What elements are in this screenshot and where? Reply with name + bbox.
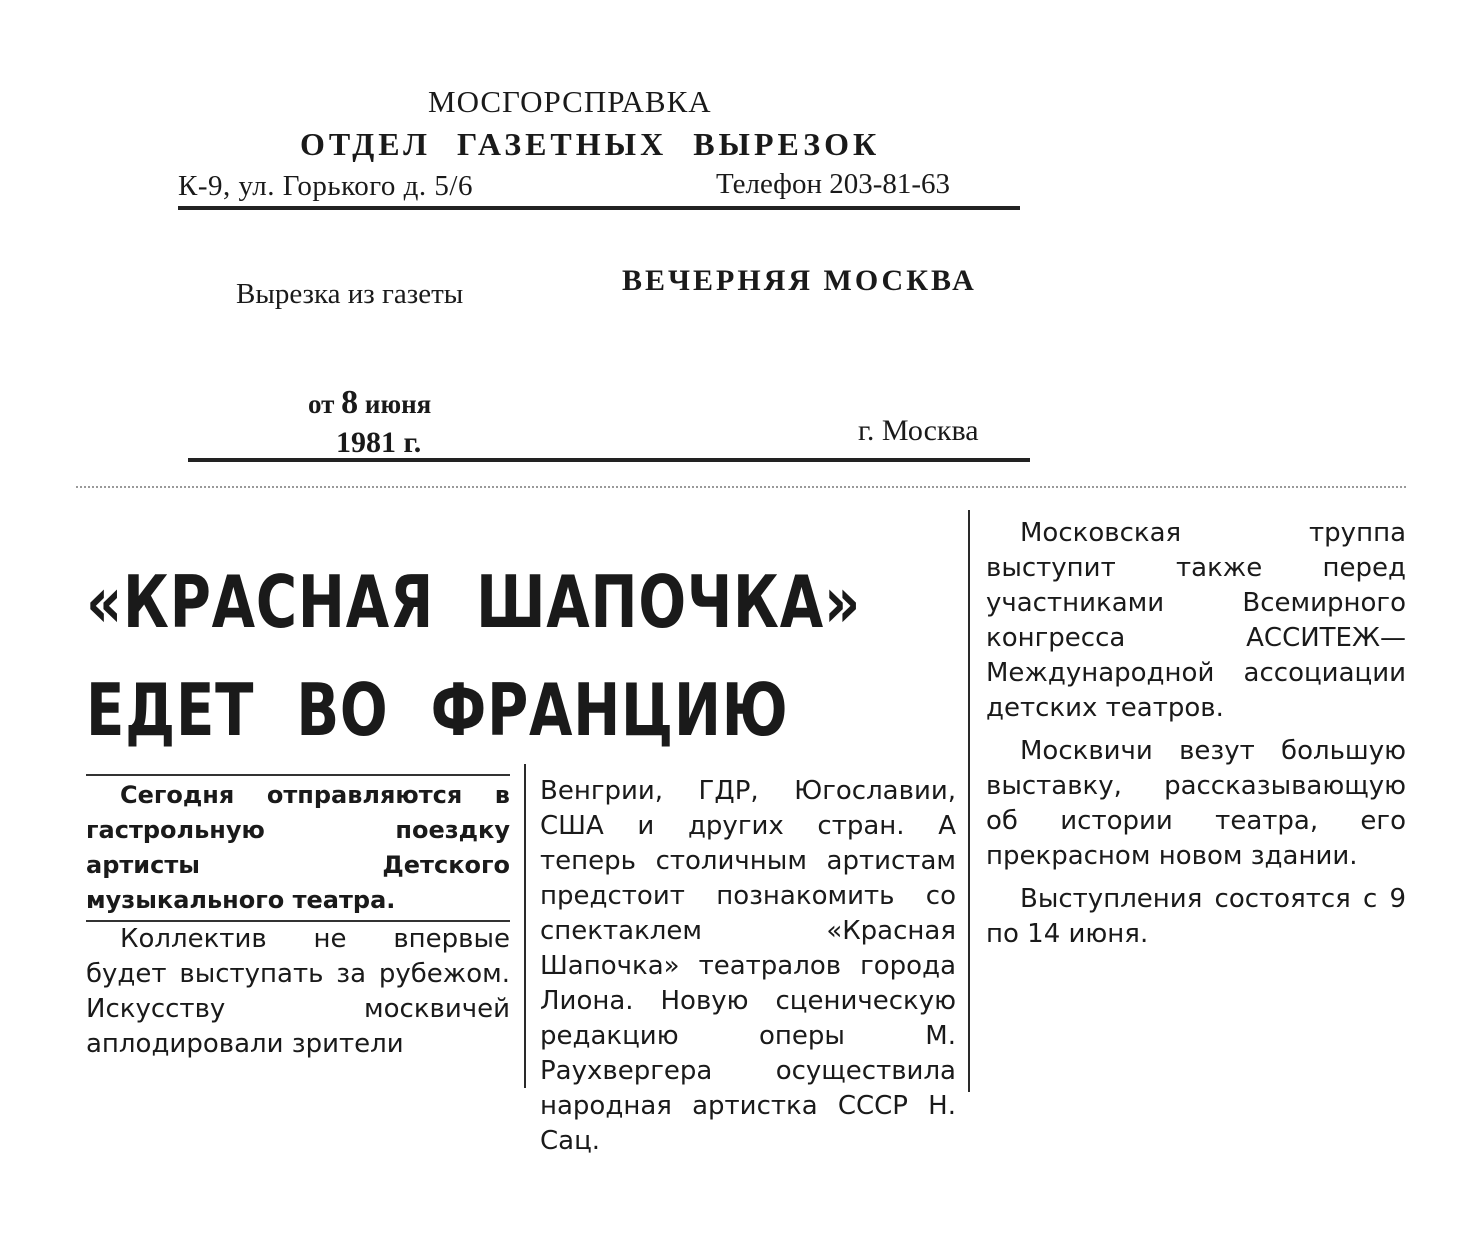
article-column-2 — [540, 774, 956, 1159]
article-paragraph: Коллектив не впервые будет выступать за рубежом. Искусству москвичей аплодировали зрители — [86, 924, 510, 1059]
article-paragraph: Московская труппа выступит также перед участниками Всемирного конгресса АССИТЕЖ—Международной ассоциации детских театров. — [986, 518, 1406, 723]
clipping-year: 1981 г. — [336, 426, 422, 459]
date-month: июня — [364, 389, 432, 419]
article-lead: Сегодня отправляются в гастрольную поездку артисты Детского музыкального театра. — [86, 774, 510, 922]
agency-address: К-9, ул. Горького д. 5/6 — [178, 170, 473, 202]
column-divider — [968, 510, 970, 1092]
date-prefix: от — [308, 389, 335, 419]
headline-line-1: «КРАСНАЯ ШАПОЧКА» — [86, 560, 862, 644]
clipping-source-label: Вырезка из газеты — [236, 278, 464, 310]
newspaper-name: ВЕЧЕРНЯЯ МОСКВА — [622, 264, 977, 297]
article-paragraph: Выступления состоятся с 9 по 14 июня. — [986, 884, 1406, 949]
headline-line-2: ЕДЕТ ВО ФРАНЦИЮ — [86, 668, 789, 752]
article-column-3 — [986, 508, 1406, 952]
article-paragraph: Москвичи везут большую выставку, рассказывающую об истории театра, его прекрасном новом здании. — [986, 736, 1406, 871]
article-paragraph: Венгрии, ГДР, Югославии, США и других стран. А теперь столичным артистам предстоит познакомить со спектаклем «Красная Шапочка» театралов города Лиона. Новую сценическую редакцию оперы М. Раухвергера осуществила народная артистка СССР Н. Сац. — [540, 776, 956, 1156]
header-rule — [178, 206, 1020, 210]
date-day: 8 — [341, 384, 359, 421]
department-name: ОТДЕЛ ГАЗЕТНЫХ ВЫРЕЗОК — [300, 126, 881, 162]
date-rule — [188, 458, 1030, 462]
article-column-1 — [86, 774, 510, 1062]
agency-phone: Телефон 203-81-63 — [716, 168, 951, 200]
clipping-city: г. Москва — [858, 414, 979, 447]
cut-line — [76, 486, 1406, 488]
column-divider — [524, 764, 526, 1088]
clipping-date — [308, 384, 431, 422]
article-headline — [86, 548, 862, 764]
agency-name: МОСГОРСПРАВКА — [428, 84, 712, 119]
